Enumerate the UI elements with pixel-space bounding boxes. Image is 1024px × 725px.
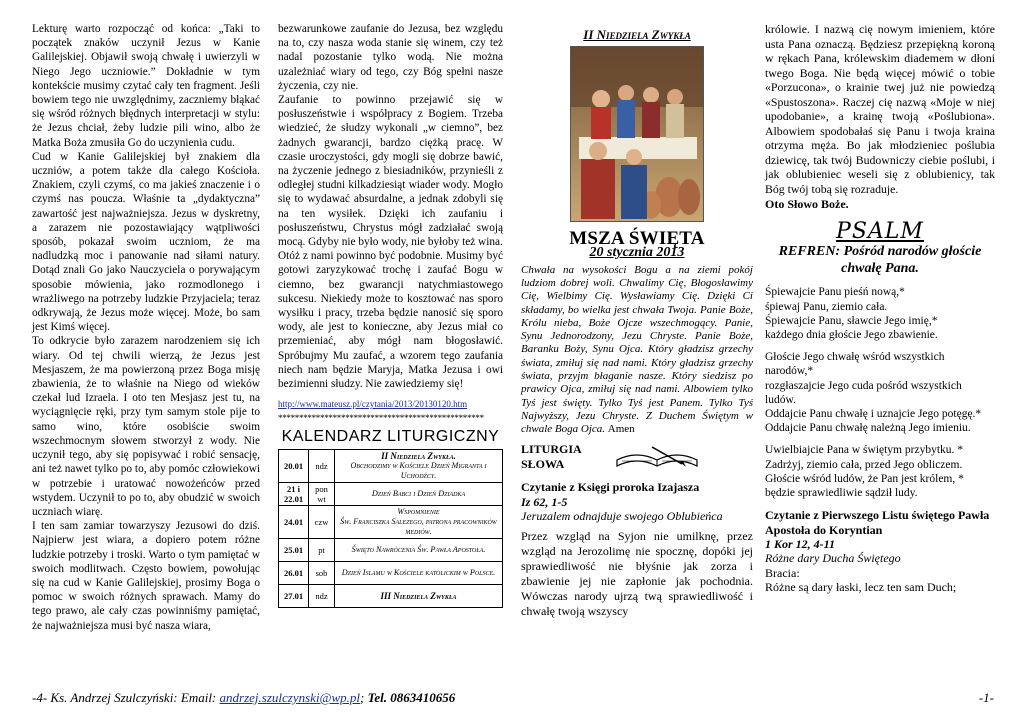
- second-reading-subtitle: Różne dary Ducha Świętego: [765, 551, 901, 566]
- calendar-date: 26.01: [279, 561, 309, 584]
- calendar-date: 24.01: [279, 505, 309, 538]
- calendar-row: [279, 584, 503, 607]
- paragraph: To odkrycie było zarazem narodzeniem się ich wiary. Od tej chwili wierzą, że Jezus jest Mesjaszem, że ma powierzoną przez Boga misję zbawienia, że to właśnie na Niego od wieków czekał lud Izraela. I oto ten Mesjasz jest tu, na wyciągnięcie ręki, przy tym samym stole pije to samo wino, które osobiście swoim wszechmocnym słowem stworzył z wody. Nie uczynił tego, aby się popisywać i robić sensację, ani też nawet tylko po to, aby pomóc człowiekowi w potrzebie i uratować nowożeńców przed wstydem. Uczynił to po to, aby obudzić w swoich uczniach wiarę.: [32, 335, 260, 518]
- calendar-event: [335, 584, 503, 607]
- liturgy-label: [521, 442, 582, 472]
- calendar-weekday: pt: [309, 538, 335, 561]
- footer-left: [32, 690, 455, 706]
- reading-subtitle: Jeruzalem odnajduje swojego Oblubieńca: [521, 508, 723, 523]
- psalm-stanza: [765, 350, 995, 435]
- calendar-event-title: Święto Nawrócenia Św. Pawła Apostoła.: [351, 544, 486, 554]
- wedding-at-cana-picture: [570, 46, 704, 222]
- column-1: [32, 22, 260, 633]
- footer-separator: ;: [360, 690, 368, 705]
- footer-phone: Tel. 0863410656: [367, 690, 456, 705]
- second-reading-greeting: Bracia:: [765, 565, 800, 580]
- calendar-date: 27.01: [279, 584, 309, 607]
- second-reading-reference: 1 Kor 12, 4-11: [765, 537, 836, 552]
- calendar-row: [279, 449, 503, 482]
- calendar-row: [279, 538, 503, 561]
- psalm-line: Głoście wśród ludów, że Pan jest królem, *: [765, 472, 964, 485]
- column-3: [521, 22, 753, 619]
- calendar-date: 21 i 22.01: [279, 482, 309, 505]
- calendar-event: [335, 505, 503, 538]
- mass-title: MSZA ŚWIĘTA: [569, 228, 705, 250]
- calendar-weekday: ndz: [309, 584, 335, 607]
- calendar-event-title: II Niedziela Zwykła.: [381, 450, 456, 461]
- column-2: [278, 22, 503, 608]
- mass-date: 20 stycznia 2013: [589, 245, 685, 261]
- calendar-event-title: III Niedziela Zwykła: [380, 590, 457, 601]
- paragraph: Lekturę warto rozpocząć od końca: „Taki to początek znaków uczynił Jezus w Kanie Galilejskiej. Objawił swoją chwałę i uwierzyli w Niego Jego uczniowie.” Dokładnie w tym kontekście musimy czytać cały ten fragment. Jeśli bowiem tego nie uwzględnimy, zaczniemy błąkać się wśród różnych błędnych interpretacji w stylu: że Jezus chciał, żeby ludzie pili wino, albo że Matka Boża zmusiła Go do uczynienia cudu.: [32, 23, 260, 149]
- liturgy-header: [521, 442, 753, 472]
- psalm-stanzas: [765, 285, 995, 500]
- psalm-stanza: [765, 443, 995, 500]
- reading-heading: Czytanie z Księgi proroka Izajasza: [521, 480, 700, 495]
- calendar-weekday: czw: [309, 505, 335, 538]
- calendar-event: [335, 538, 503, 561]
- calendar-event: [335, 561, 503, 584]
- psalm-line: będzie sprawiedliwie sądził ludy.: [765, 487, 918, 500]
- psalm-line: Śpiewajcie Panu, sławcie Jego imię,*: [765, 314, 938, 327]
- paragraph: bezwarunkowe zaufanie do Jezusa, bez względu na to, czy nasza woda stanie się winem, czy też nadal pozostanie tylko wodą. Nie można uzależniać wiary od tego, czy Bóg spełni nasze życzenia, czy nie.: [278, 23, 503, 92]
- paragraph: Cud w Kanie Galilejskiej był znakiem dla uczniów, a potem także dla całego Kościoła. Znakiem, czyli czymś, co ma jakieś znaczenie i o czymś nas poucza. Właśnie ta „dydaktyczna” zawartość jest najważniejsza. Jezus w dyskretny, a zarazem nie pozostawiający wątpliwości sposób, pokazał swoim uczniom, że ma nadludzką moc i panowanie nad siłami natury. Dotąd znali Go jako Nauczyciela o porywającym sposobie mówienia, jako rozmodlonego i wrażliwego na potrzeby ludzkie Przyjaciela; teraz odkrywają, że Jezus może więcej. Może, bo sam jest Kimś więcej.: [32, 150, 260, 334]
- calendar-weekday: pon wt: [309, 482, 335, 505]
- psalm-stanza: [765, 285, 995, 342]
- calendar-date: 20.01: [279, 449, 309, 482]
- paragraph: Otóż z nami powinno być podobnie. Musimy być gotowi zaryzykować trochę i zaufać Bogu w ciemno, bez gwarancji natychmiastowego sukcesu. Niekiedy może to kosztować nas sporo wysiłku i pracy, trzeba będzie nanosić się sporo wody, ale jest to konieczne, aby Jezus miał co przemieniać, aby mógł nam błogosławić. Spróbujmy Mu zaufać, a wzorem tego zaufania niech nam będzie Maryja, Matka Jezusa i owi bezimienni słudzy. Nie zawiedziemy się!: [278, 250, 503, 391]
- reading-text: Przez wzgląd na Syjon nie umilknę, przez wzgląd na Jerozolimę nie spocznę, dopóki jej sprawiedliwość nie błyśnie jak zorza i zbawienie jej nie zapłonie jak pochodnia. Wówczas narody ujrzą twą sprawiedliwość i chwałę twoją wszyscy: [521, 529, 753, 619]
- page-number: -1-: [978, 690, 994, 705]
- calendar-event-title: Wspomnienie: [397, 506, 440, 516]
- footer-author: -4- Ks. Andrzej Szulczyński: Email:: [32, 690, 220, 705]
- psalm-line: Śpiewajcie Panu pieśń nową,*: [765, 286, 905, 299]
- psalm-line: śpiewaj Panu, ziemio cała.: [765, 300, 888, 313]
- paragraph: Zaufanie to powinno przejawić się w posłuszeństwie i współpracy z Bogiem. Trzeba wiedzieć, że słudzy wykonali „w ciemno”, bez żadnych gwarancji, bardzo ciężką pracę. W czasie uroczystości, gdy mogli się dobrze bawić, na życzenie jednego z biesiadników, przynieśli z odległej studni kilkadziesiąt wiader wody. Mogło się to wydawać absurdalne, a jednak zdobyli się na ten wysiłek. Dzięki ich zaufaniu i posłuszeństwu, Chrystus mógł zadziałać swoją mocą. Gdyby nie było wody, nie byłoby też wina.: [278, 94, 503, 249]
- footer-email-link[interactable]: andrzej.szulczynski@wp.pl: [219, 690, 361, 705]
- calendar-event: [335, 449, 503, 482]
- psalm-line: Uwielbiajcie Pana w świętym przybytku. *: [765, 444, 964, 457]
- gloria-text: [521, 264, 753, 437]
- second-reading-text: Różne są dary łaski, lecz ten sam Duch;: [765, 580, 957, 595]
- liturgy-label-line1: LITURGIA: [521, 442, 582, 457]
- psalm-line: Oddajcie Panu chwałę należną Jego imieniu.: [765, 422, 971, 435]
- liturgy-label-line2: SŁOWA: [521, 457, 565, 472]
- gloria-body: Chwała na wysokości Bogu a na ziemi pokój ludziom dobrej woli. Chwalimy Cię, Błogosławimy Cię, Wielbimy Cię. Wysławiamy Cię. Dzięki Ci składamy, bo wielka jest chwała Twoja. Panie Boże, Królu nieba, Boże Ojcze wszechmogący. Panie, Synu Jednorodzony, Jezu Chryste. Panie Boże, Baranku Boży, Synu Ojca. Który gładzisz grzechy świata, zmiłuj się nad nami. Który gładzisz grzechy świata, przyjm błaganie nasze. Który siedzisz po prawicy Ojca, zmiłuj się nad nami. Albowiem tylko Tyś jest święty. Tylko Tyś jest Panem. Tylko Tyś Najwyższy, Jezu Chryste. Z Duchem Świętym w chwale Boga Ojca.: [521, 263, 753, 436]
- psalm-title: PSALM: [836, 219, 924, 245]
- calendar-event-detail: Św. Franciszka Salezego, patrona pracowników mediów.: [340, 516, 497, 536]
- reading-reference: Iz 62, 1-5: [521, 494, 568, 509]
- source-link[interactable]: http://www.mateusz.pl/czytania/2013/20130120.htm: [278, 399, 468, 410]
- calendar-title: KALENDARZ LITURGICZNY: [281, 427, 500, 445]
- second-reading-heading: Czytanie z Pierwszego Listu świętego Pawła Apostoła do Koryntian: [765, 508, 990, 537]
- calendar-weekday: ndz: [309, 449, 335, 482]
- psalm-line: Zadrżyj, ziemio cała, przed Jego obliczem.: [765, 458, 963, 471]
- word-of-god: Oto Słowo Boże.: [765, 197, 849, 211]
- calendar-event-detail: Obchodzimy w Kościele Dzień Migranta i Uchodźcy.: [350, 460, 487, 480]
- calendar-weekday: sob: [309, 561, 335, 584]
- calendar-date: 25.01: [279, 538, 309, 561]
- psalm-line: każdego dnia głoście Jego zbawienie.: [765, 329, 938, 342]
- calendar-event-title: Dzień Babci i Dzień Dziadka: [371, 488, 466, 498]
- column-4: [765, 22, 995, 595]
- liturgical-calendar-table: [278, 449, 503, 608]
- amen: Amen: [607, 423, 635, 436]
- sunday-title: II Niedziela Zwykła: [583, 27, 691, 42]
- wedding-at-cana-icon: [571, 47, 704, 222]
- star-divider: *************************************************: [278, 413, 484, 424]
- calendar-row: [279, 561, 503, 584]
- calendar-event-title: Dzień Islamu w Kościele katolickim w Polsce.: [341, 567, 496, 577]
- psalm-line: Oddajcie Panu chwałę i uznajcie Jego potęgę.*: [765, 408, 982, 421]
- calendar-row: [279, 482, 503, 505]
- reading-continuation: królowie. I nazwą cię nowym imieniem, które usta Pana oznaczą. Będziesz przepiękną koroną w rękach Pana, królewskim diademem w dłoni twego Boga. Nie będą więcej mówić o tobie «Porzucona», o krainie twej już nie powiedzą «Spustoszona». Raczej cię nazwą «Moje w niej upodobanie», a krainę twoją «Poślubiona». Albowiem spodobałaś się Panu i twoja kraina otrzyma męża. Bo jak młodzieniec poślubia dziewicę, tak twój Budowniczy ciebie poślubi, i jak oblubieniec weseli się z oblubienicy, tak Bóg twój tobą się rozraduje.: [765, 22, 995, 196]
- calendar-row: [279, 505, 503, 538]
- psalm-line: rozgłaszajcie Jego cuda pośród wszystkich ludów.: [765, 379, 962, 406]
- open-book-icon: [612, 442, 702, 472]
- psalm-line: Głoście Jego chwałę wśród wszystkich narodów,*: [765, 351, 945, 378]
- calendar-event: [335, 482, 503, 505]
- paragraph: I ten sam zamiar towarzyszy Jezusowi do dziś. Najpierw jest wiara, a dopiero potem różne ludzkie potrzeby i troski. Warto o tym pamiętać w swoich modlitwach. Często bowiem, powołując się na cud w Kanie Galilejskiej, prosimy Boga o pomoc w swoich różnych sprawach. Mamy do tego prawo, ale cały czas powinniśmy pamiętać, że najważniejsza musi być nasza wiara,: [32, 520, 260, 632]
- refrain: REFREN: Pośród narodów głoście chwałę Pana.: [778, 244, 982, 277]
